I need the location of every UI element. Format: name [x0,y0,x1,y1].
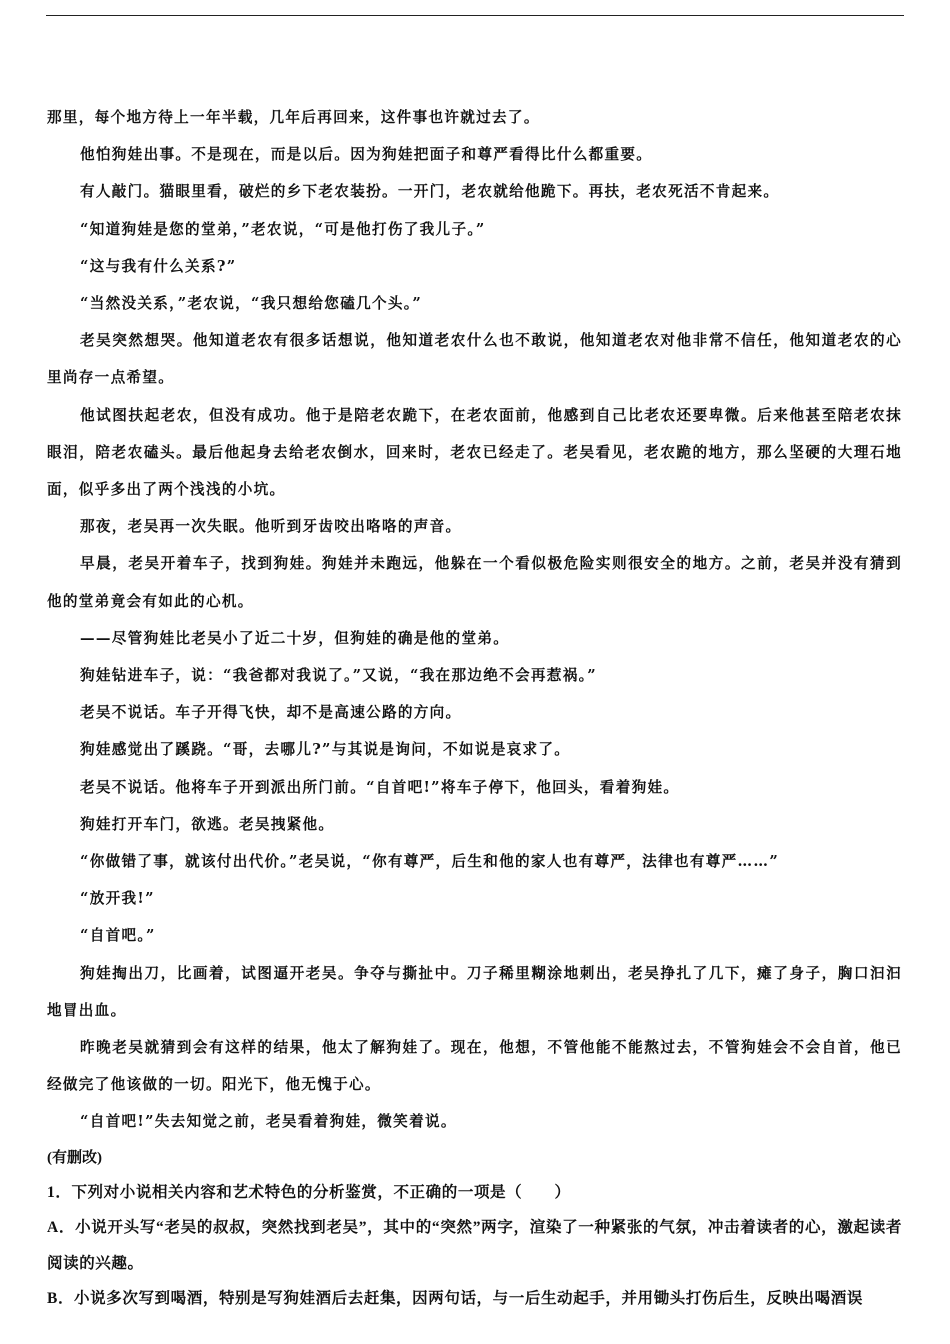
story-paragraph: 狗娃感觉出了蹊跷。“哥，去哪儿?”与其说是询问，不如说是哀求了。 [80,741,571,759]
header-rule [46,15,904,16]
story-paragraph: “你做错了事，就该付出代价。”老吴说，“你有尊严，后生和他的家人也有尊严，法律也有尊严……” [80,853,780,871]
question-block [47,1175,902,1317]
story-paragraph: 有人敲门。猫眼里看，破烂的乡下老农装扮。一开门，老农就给他跪下。再扶，老农死活不肯起来。 [80,183,780,201]
story-paragraph: 他怕狗娃出事。不是现在，而是以后。因为狗娃把面子和尊严看得比什么都重要。 [80,146,653,164]
document-body [47,99,902,1317]
story-paragraph: 狗娃打开车门，欲逃。老吴拽紧他。 [80,815,335,833]
story-paragraph: 他试图扶起老农，但没有成功。他于是陪老农跪下，在老农面前，他感到自己比老农还要卑微。后来他甚至陪老农抹眼泪，陪老农磕头。最后他起身去给老农倒水，回来时，老农已经走了。老吴看见，老农跪的地方，那么坚硬的大理石地面，似乎多出了两个浅浅的小坑。 [47,406,902,499]
question-stem: 1．下列对小说相关内容和艺术特色的分析鉴赏，不正确的一项是（ ） [47,1183,571,1201]
story-paragraph: 狗娃掏出刀，比画着，试图逼开老吴。争夺与撕扯中。刀子稀里糊涂地刺出，老吴挣扎了几下，瘫了身子，胸口汩汩地冒出血。 [47,964,902,1019]
story-paragraph: 昨晚老吴就猜到会有这样的结果，他太了解狗娃了。现在，他想，不管他能不能熬过去，不管狗娃会不会自首，他已经做完了他该做的一切。阳光下，他无愧于心。 [47,1039,902,1094]
story-paragraph: ——尽管狗娃比老吴小了近二十岁，但狗娃的确是他的堂弟。 [80,629,510,647]
story-paragraph: “自首吧!”失去知觉之前，老吴看着狗娃，微笑着说。 [80,1113,457,1131]
story-paragraph: 老吴突然想哭。他知道老农有很多话想说，他知道老农什么也不敢说，他知道老农对他非常不信任，他知道老农的心里尚存一点希望。 [47,332,902,387]
story-paragraph: 那里，每个地方待上一年半载，几年后再回来，这件事也许就过去了。 [47,109,540,126]
story-paragraph: “这与我有什么关系?” [80,257,237,275]
story-text [47,99,902,1141]
story-paragraph: 老吴不说话。车子开得飞快，却不是高速公路的方向。 [80,704,462,722]
story-paragraph: 那夜，老吴再一次失眠。他听到牙齿咬出咯咯的声音。 [80,518,462,536]
story-paragraph: “放开我!” [80,890,155,908]
revision-note: (有删改) [47,1149,102,1166]
story-paragraph: “知道狗娃是您的堂弟，”老农说，“可是他打伤了我儿子。” [80,220,486,238]
story-paragraph: 狗娃钻进车子，说：“我爸都对我说了。”又说，“我在那边绝不会再惹祸。” [80,667,597,685]
story-paragraph: “自首吧。” [80,927,156,945]
option-b: B．小说多次写到喝酒，特别是写狗娃酒后去赶集，因两句话，与一后生动起手，并用锄头打伤后生，反映出喝酒误 [47,1290,863,1308]
option-a: A．小说开头写“老吴的叔叔，突然找到老吴”，其中的“突然”两字，渲染了一种紧张的气氛，冲击着读者的心，激起读者阅读的兴趣。 [47,1219,902,1272]
story-paragraph: 老吴不说话。他将车子开到派出所门前。“自首吧!”将车子停下，他回头，看着狗娃。 [80,778,680,796]
story-paragraph: “当然没关系，”老农说，“我只想给您磕几个头。” [80,295,423,313]
story-paragraph: 早晨，老吴开着车子，找到狗娃。狗娃并未跑远，他躲在一个看似极危险实则很安全的地方。之前，老吴并没有猜到他的堂弟竟会有如此的心机。 [47,555,902,610]
